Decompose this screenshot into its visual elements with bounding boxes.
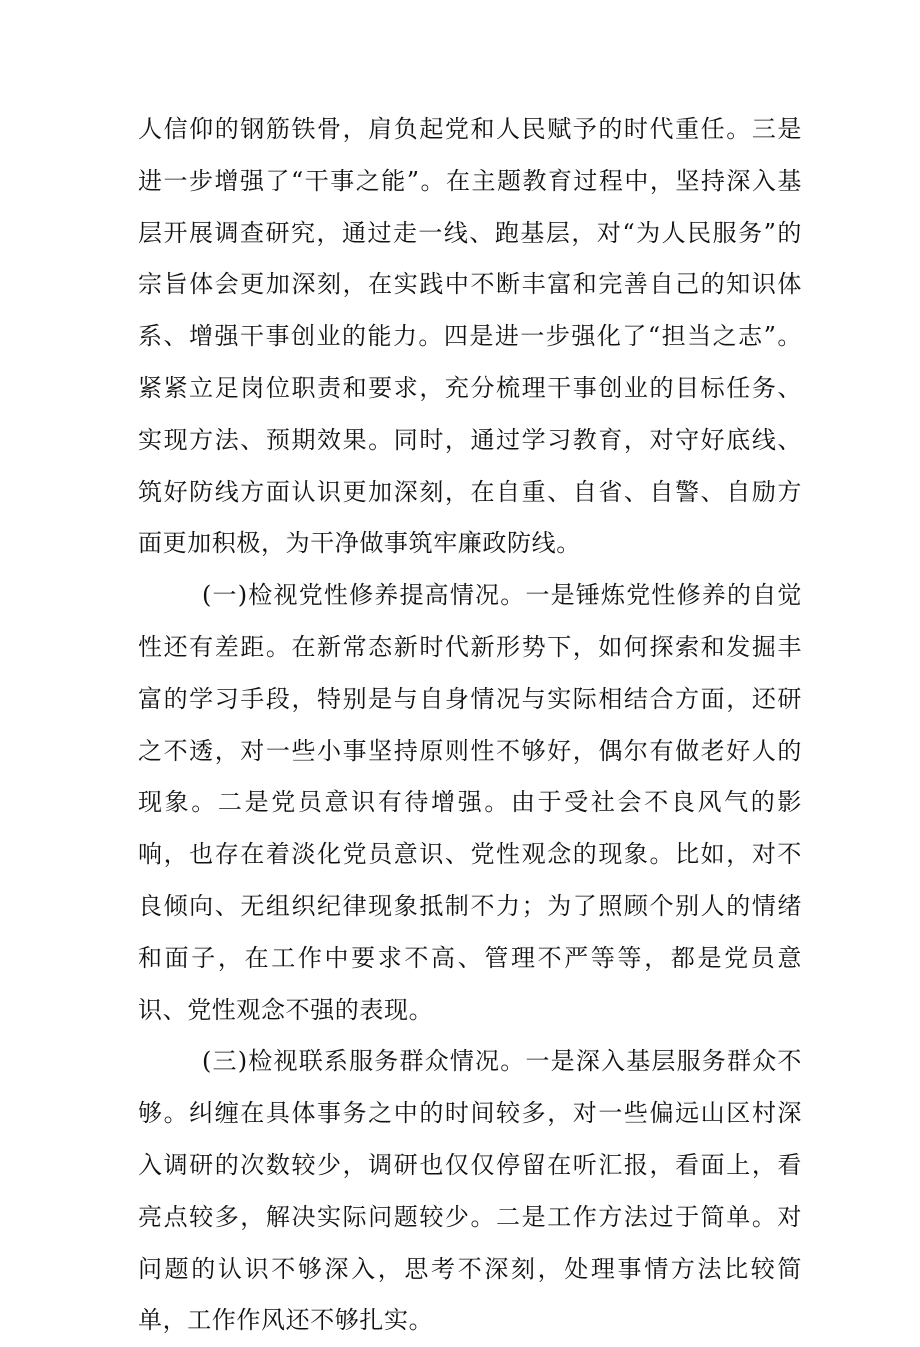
paragraph-party-spirit: (一)检视党性修养提高情况。一是锤炼党性修养的自觉性还有差距。在新常态新时代新形势下，如何探索和发掘丰富的学习手段，特别是与自身情况与实际相结合方面，还研之不透，对一些小事坚持原则性不够好，偶尔有做老好人的现象。二是党员意识有待增强。由于受社会不良风气的影响，也存在着淡化党员意识、党性观念的现象。比如，对不良倾向、无组织纪律现象抵制不力；为了照顾个别人的情绪和面子，在工作中要求不高、管理不严等等，都是党员意识、党性观念不强的表现。 xyxy=(138,581,802,1024)
paragraph-continuation: 人信仰的钢筋铁骨，肩负起党和人民赋予的时代重任。三是进一步增强了“干事之能”。在主题教育过程中，坚持深入基层开展调查研究，通过走一线、跑基层，对“为人民服务”的宗旨体会更加深刻，在实践中不断丰富和完善自己的知识体系、增强干事创业的能力。四是进一步强化了“担当之志”。紧紧立足岗位职责和要求，充分梳理干事创业的目标任务、实现方法、预期效果。同时，通过学习教育，对守好底线、筑好防线方面认识更加深刻，在自重、自省、自警、自励方面更加积极，为干净做事筑牢廉政防线。 xyxy=(138,115,802,558)
document-body xyxy=(138,104,802,1347)
paragraph-serving-masses: (三)检视联系服务群众情况。一是深入基层服务群众不够。纠缠在具体事务之中的时间较多，对一些偏远山区村深入调研的次数较少，调研也仅仅停留在听汇报，看面上，看亮点较多，解决实际问题较少。二是工作方法过于简单。对问题的认识不够深入，思考不深刻，处理事情方法比较简单，工作作风还不够扎实。 xyxy=(138,1047,802,1335)
